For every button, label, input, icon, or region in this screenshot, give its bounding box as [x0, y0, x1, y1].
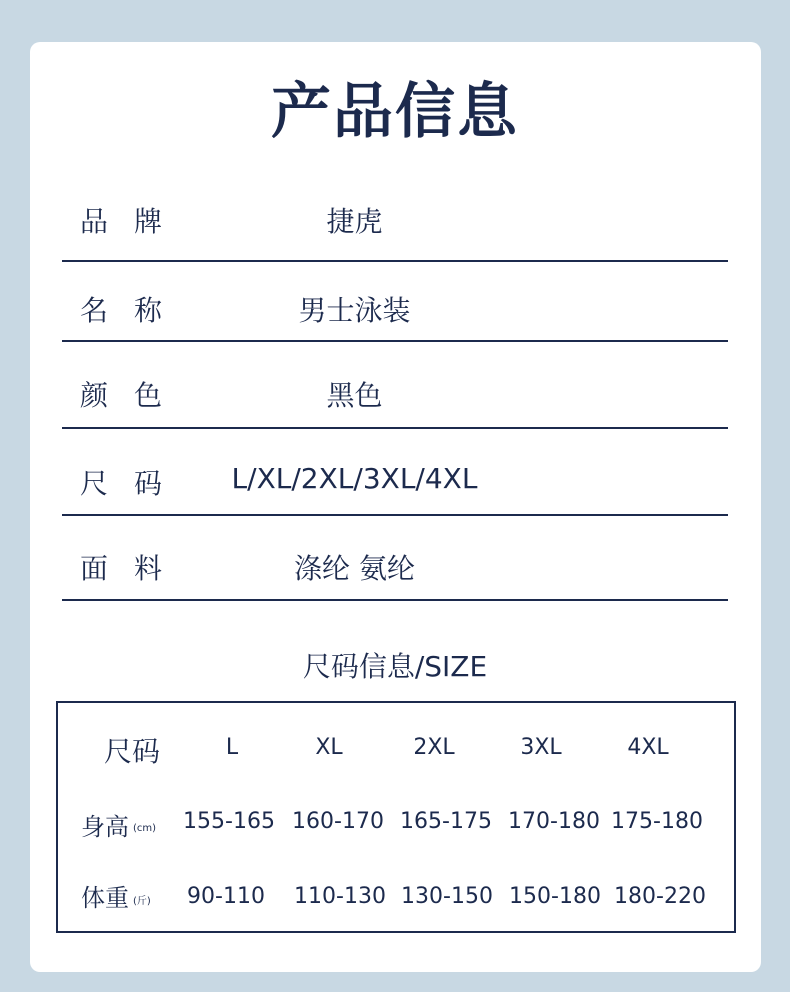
page-title: 产品信息: [271, 77, 519, 147]
info-row-size: [62, 462, 728, 516]
height-cell: 155-165: [183, 809, 275, 834]
weight-cell: 150-180: [509, 884, 601, 909]
info-row-material: [62, 547, 728, 601]
size-header-cell: XL: [315, 735, 343, 760]
height-cell: 170-180: [508, 809, 600, 834]
size-header-cell: 3XL: [520, 735, 562, 760]
info-value: 涤纶 氨纶: [294, 552, 415, 585]
info-value: 捷虎: [326, 205, 383, 238]
height-row-label: [81, 807, 156, 842]
size-header-cell: L: [225, 735, 239, 760]
info-label: 尺码: [80, 467, 189, 500]
weight-cell: 90-110: [187, 884, 265, 909]
size-header-cell: 2XL: [413, 735, 455, 760]
weight-cell: 180-220: [614, 884, 706, 909]
height-unit: (cm): [133, 822, 157, 834]
height-cell: 160-170: [292, 809, 384, 834]
weight-label: 体重: [81, 884, 129, 912]
weight-cell: 110-130: [294, 884, 386, 909]
info-label: 面料: [80, 552, 189, 585]
size-header-label: 尺码: [104, 735, 161, 768]
size-table-title: 尺码信息/SIZE: [302, 650, 488, 683]
info-value: 黑色: [326, 379, 383, 412]
info-row-name: [62, 289, 728, 342]
info-row-brand: [62, 200, 728, 262]
info-value: 男士泳装: [298, 294, 411, 327]
info-label: 颜色: [80, 379, 189, 412]
info-value: L/XL/2XL/3XL/4XL: [231, 462, 478, 495]
weight-unit: (斤): [133, 895, 151, 907]
height-label: 身高: [81, 813, 129, 841]
info-label: 名称: [80, 294, 189, 327]
size-table: [56, 701, 736, 933]
info-label: 品牌: [80, 205, 189, 238]
height-cell: 175-180: [611, 809, 703, 834]
size-header-cell: 4XL: [627, 735, 669, 760]
info-row-color: [62, 374, 728, 429]
weight-row-label: [81, 878, 151, 913]
weight-cell: 130-150: [401, 884, 493, 909]
height-cell: 165-175: [400, 809, 492, 834]
